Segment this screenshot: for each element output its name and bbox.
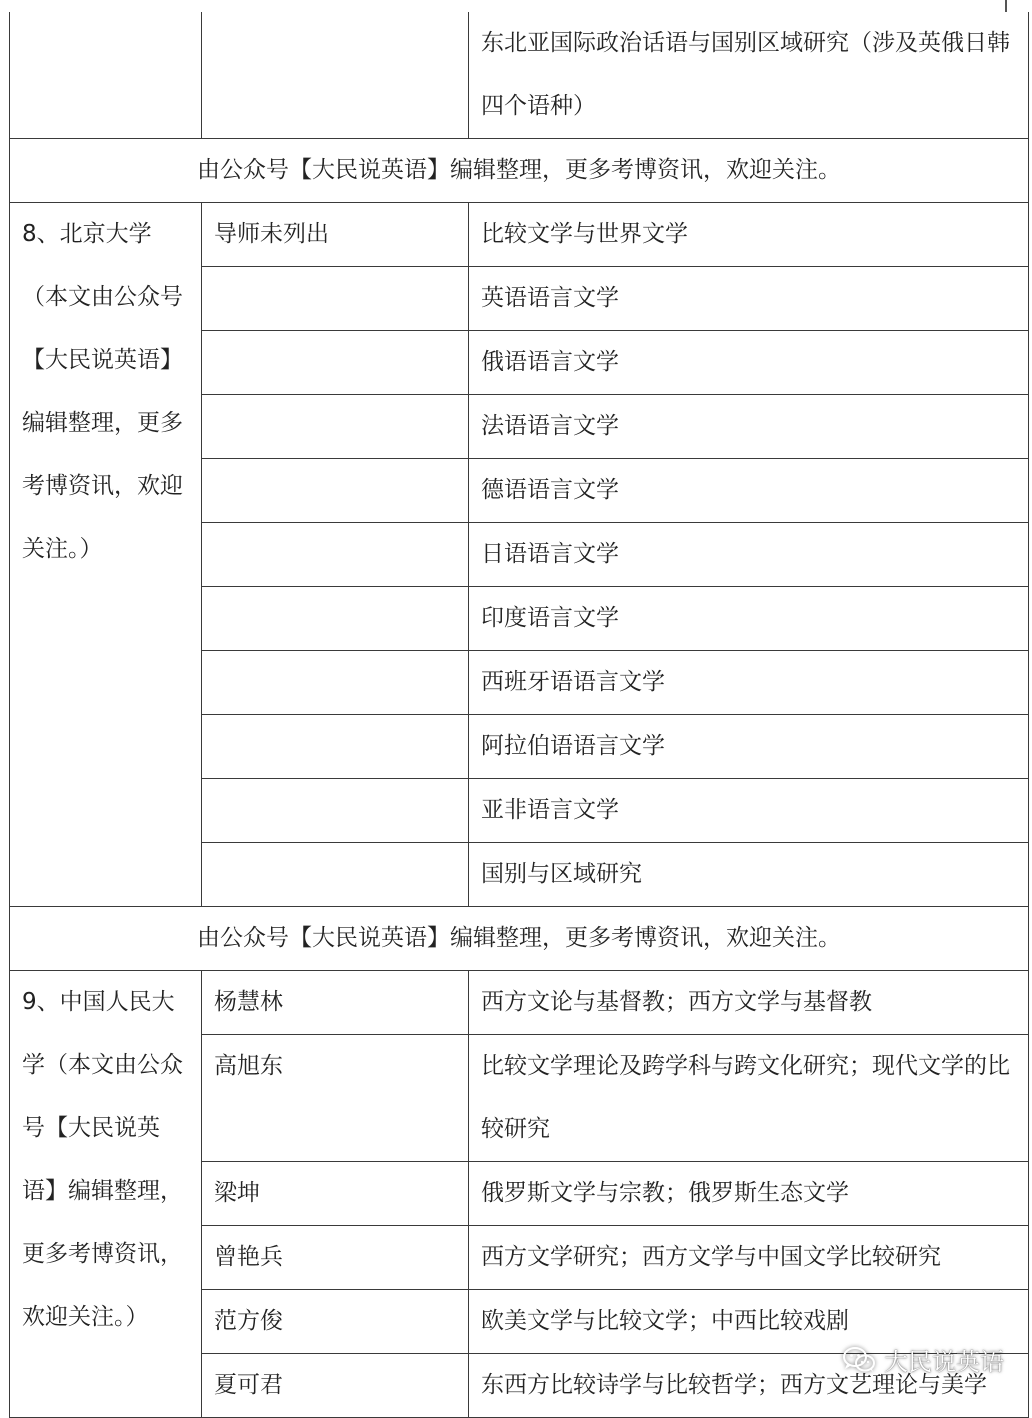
research-direction-cell: 西方文论与基督教；西方文学与基督教 bbox=[469, 971, 1029, 1035]
school-name-ruc: 9、中国人民大学（本文由公众号【大民说英语】编辑整理，更多考博资讯，欢迎关注。） bbox=[10, 971, 202, 1418]
research-direction-cell: 阿拉伯语语言文学 bbox=[469, 715, 1029, 779]
supervisor-cell-empty bbox=[202, 779, 469, 843]
supervisor-cell: 夏可君 bbox=[202, 1354, 469, 1418]
doctoral-programs-table bbox=[9, 12, 1029, 1418]
supervisor-cell-empty bbox=[202, 331, 469, 395]
research-direction-cell: 欧美文学与比较文学；中西比较戏剧 bbox=[469, 1290, 1029, 1354]
table-row bbox=[10, 203, 1029, 267]
supervisor-cell: 范方俊 bbox=[202, 1290, 469, 1354]
supervisor-cell-empty bbox=[202, 459, 469, 523]
watermark-label: 大民说英语 bbox=[884, 1348, 1004, 1376]
supervisor-cell: 导师未列出 bbox=[202, 203, 469, 267]
wechat-banner: 由公众号【大民说英语】编辑整理，更多考博资讯，欢迎关注。 bbox=[10, 139, 1029, 203]
research-direction-cell: 法语语言文学 bbox=[469, 395, 1029, 459]
research-direction-cell: 比较文学与世界文学 bbox=[469, 203, 1029, 267]
wechat-icon bbox=[842, 1346, 876, 1374]
research-direction-cell: 日语语言文学 bbox=[469, 523, 1029, 587]
research-direction-cell: 俄罗斯文学与宗教；俄罗斯生态文学 bbox=[469, 1162, 1029, 1226]
research-direction-cell: 俄语语言文学 bbox=[469, 331, 1029, 395]
supervisor-cell: 梁坤 bbox=[202, 1162, 469, 1226]
table-row bbox=[10, 12, 1029, 139]
research-direction-cell: 亚非语言文学 bbox=[469, 779, 1029, 843]
wechat-banner: 由公众号【大民说英语】编辑整理，更多考博资讯，欢迎关注。 bbox=[10, 907, 1029, 971]
research-direction-cell: 英语语言文学 bbox=[469, 267, 1029, 331]
school-cell-empty bbox=[10, 12, 202, 139]
supervisor-cell: 曾艳兵 bbox=[202, 1226, 469, 1290]
supervisor-cell-empty bbox=[202, 587, 469, 651]
research-direction-cell: 东西方比较诗学与比较哲学；西方文艺理论与美学 bbox=[469, 1354, 1029, 1418]
supervisor-cell: 杨慧林 bbox=[202, 971, 469, 1035]
supervisor-cell-empty bbox=[202, 395, 469, 459]
supervisor-cell-empty bbox=[202, 715, 469, 779]
research-direction-cell: 比较文学理论及跨学科与跨文化研究；现代文学的比较研究 bbox=[469, 1035, 1029, 1162]
wechat-watermark bbox=[842, 1342, 1004, 1377]
research-direction-cell: 印度语言文学 bbox=[469, 587, 1029, 651]
page-edge-tick bbox=[1005, 0, 1007, 12]
supervisor-cell: 高旭东 bbox=[202, 1035, 469, 1162]
supervisor-cell-empty bbox=[202, 523, 469, 587]
banner-row bbox=[10, 139, 1029, 203]
supervisor-cell-empty bbox=[202, 843, 469, 907]
school-name-pku: 8、北京大学（本文由公众号【大民说英语】编辑整理，更多考博资讯，欢迎关注。） bbox=[10, 203, 202, 907]
research-direction-cell: 西班牙语语言文学 bbox=[469, 651, 1029, 715]
research-direction-cell: 德语语言文学 bbox=[469, 459, 1029, 523]
supervisor-cell-empty bbox=[202, 651, 469, 715]
research-direction-cell: 西方文学研究；西方文学与中国文学比较研究 bbox=[469, 1226, 1029, 1290]
supervisor-cell-empty bbox=[202, 267, 469, 331]
table-row bbox=[10, 971, 1029, 1035]
research-direction-cell: 国别与区域研究 bbox=[469, 843, 1029, 907]
banner-row bbox=[10, 907, 1029, 971]
supervisor-cell-empty bbox=[202, 12, 469, 139]
research-direction-cell: 东北亚国际政治话语与国别区域研究（涉及英俄日韩四个语种） bbox=[469, 12, 1029, 139]
